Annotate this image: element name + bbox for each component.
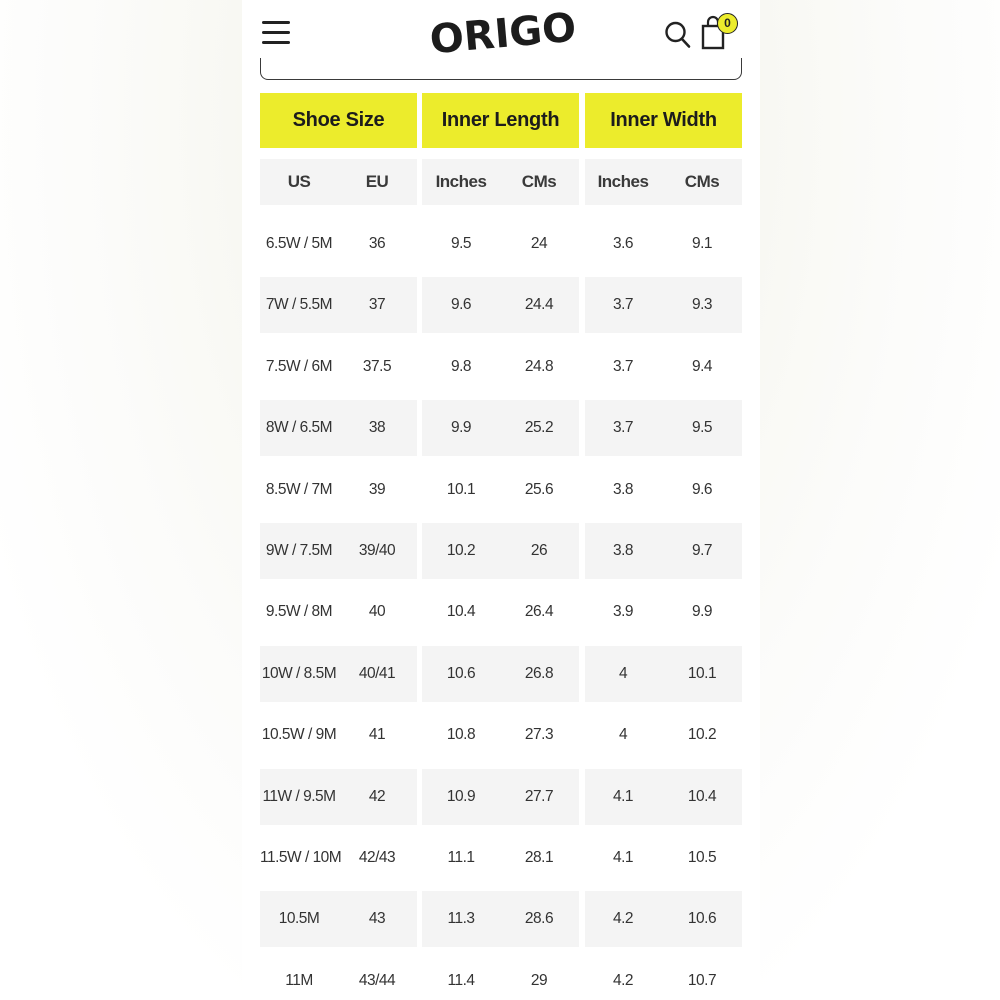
cell-eu-size: 37: [368, 296, 386, 313]
cell-inner-length-inches: 10.8: [446, 726, 476, 743]
cell-inner-width-inches: 4: [618, 665, 628, 682]
cell-inner-width-inches: 3.7: [612, 358, 634, 375]
cell-us-size: 11.5W / 10M: [260, 849, 342, 866]
search-icon[interactable]: [664, 20, 692, 50]
cell-eu-size: 39/40: [358, 542, 396, 559]
cell-inner-length-cms: 27.7: [524, 788, 554, 805]
cell-inner-width-cms: 9.9: [691, 603, 713, 620]
cell-eu-size: 37.5: [362, 358, 392, 375]
cell-inner-length-inches: 10.4: [446, 603, 476, 620]
cell-inner-width-cms: 10.2: [687, 726, 717, 743]
cell-eu-size: 41: [368, 726, 386, 743]
cell-inner-length-inches: 9.6: [450, 296, 472, 313]
cell-inner-width-cms: 10.5: [687, 849, 717, 866]
phone-screen: [242, 0, 760, 1000]
cell-inner-width-inches: 4.1: [612, 849, 634, 866]
group-header-inner-width: Inner Width: [585, 93, 742, 148]
collapsed-panel-edge: [260, 58, 742, 80]
cell-inner-length-cms: 24: [530, 235, 548, 252]
cell-us-size: 6.5W / 5M: [265, 235, 333, 252]
cell-us-size: 10W / 8.5M: [261, 665, 337, 682]
site-header: [242, 0, 760, 66]
cell-inner-length-cms: 26.8: [524, 665, 554, 682]
cell-inner-length-cms: 26: [530, 542, 548, 559]
cell-inner-width-inches: 3.8: [612, 481, 634, 498]
cell-us-size: 9.5W / 8M: [265, 603, 333, 620]
column-header-eu-size: EU: [365, 172, 389, 191]
cell-inner-width-inches: 4.2: [612, 972, 634, 989]
cell-eu-size: 39: [368, 481, 386, 498]
cell-inner-width-inches: 3.7: [612, 419, 634, 436]
cell-inner-width-inches: 3.9: [612, 603, 634, 620]
cell-inner-width-cms: 9.4: [691, 358, 713, 375]
cell-inner-width-inches: 3.8: [612, 542, 634, 559]
cell-eu-size: 42/43: [358, 849, 396, 866]
cell-inner-length-cms: 25.6: [524, 481, 554, 498]
shopping-bag-icon[interactable]: [700, 12, 742, 52]
cell-inner-width-cms: 9.1: [691, 235, 713, 252]
cell-us-size: 7.5W / 6M: [265, 358, 333, 375]
cell-inner-length-cms: 27.3: [524, 726, 554, 743]
cell-eu-size: 43/44: [358, 972, 396, 989]
cell-inner-length-inches: 9.5: [450, 235, 472, 252]
cell-eu-size: 38: [368, 419, 386, 436]
cell-inner-width-cms: 9.6: [691, 481, 713, 498]
cell-inner-length-cms: 28.6: [524, 910, 554, 927]
cell-inner-length-inches: 10.2: [446, 542, 476, 559]
cell-inner-width-cms: 10.7: [687, 972, 717, 989]
cell-us-size: 7W / 5.5M: [265, 296, 333, 313]
brand-logo[interactable]: ORIGO: [428, 4, 578, 64]
cell-us-size: 8W / 6.5M: [265, 419, 333, 436]
cell-inner-width-cms: 9.3: [691, 296, 713, 313]
column-header-inner-width-cms: CMs: [684, 172, 720, 191]
cell-inner-length-inches: 9.8: [450, 358, 472, 375]
cell-inner-length-cms: 28.1: [524, 849, 554, 866]
cell-inner-width-inches: 4.1: [612, 788, 634, 805]
cell-eu-size: 40/41: [358, 665, 396, 682]
cell-us-size: 8.5W / 7M: [265, 481, 333, 498]
cart-count-badge: 0: [717, 13, 738, 34]
cell-us-size: 10.5M: [278, 910, 320, 927]
group-header-shoe-size: Shoe Size: [260, 93, 417, 148]
cell-inner-length-inches: 10.9: [446, 788, 476, 805]
cell-eu-size: 42: [368, 788, 386, 805]
cell-inner-length-inches: 11.3: [447, 910, 475, 927]
cell-eu-size: 40: [368, 603, 386, 620]
cell-inner-length-inches: 10.6: [446, 665, 476, 682]
cell-us-size: 11W / 9.5M: [262, 788, 336, 805]
cell-inner-length-inches: 10.1: [446, 481, 476, 498]
cell-inner-length-cms: 25.2: [524, 419, 554, 436]
cell-us-size: 10.5W / 9M: [261, 726, 337, 743]
cell-inner-width-cms: 10.1: [687, 665, 717, 682]
column-header-inner-length-inches: Inches: [435, 172, 487, 191]
cell-inner-width-cms: 9.7: [691, 542, 713, 559]
cell-inner-length-inches: 11.1: [447, 849, 475, 866]
cell-eu-size: 36: [368, 235, 386, 252]
cell-inner-width-inches: 4.2: [612, 910, 634, 927]
hamburger-menu-icon[interactable]: [262, 20, 290, 44]
cell-inner-width-inches: 3.7: [612, 296, 634, 313]
cell-inner-length-cms: 26.4: [524, 603, 554, 620]
cell-inner-width-inches: 4: [618, 726, 628, 743]
group-header-inner-length: Inner Length: [422, 93, 579, 148]
column-header-inner-length-cms: CMs: [521, 172, 557, 191]
cell-inner-length-cms: 29: [530, 972, 548, 989]
cell-inner-width-inches: 3.6: [612, 235, 634, 252]
cell-inner-length-cms: 24.4: [524, 296, 554, 313]
cell-eu-size: 43: [368, 910, 386, 927]
cell-inner-width-cms: 10.6: [687, 910, 717, 927]
cell-inner-length-cms: 24.8: [524, 358, 554, 375]
cell-inner-length-inches: 9.9: [450, 419, 472, 436]
cell-inner-width-cms: 9.5: [691, 419, 713, 436]
column-header-inner-width-inches: Inches: [597, 172, 649, 191]
cell-inner-width-cms: 10.4: [687, 788, 717, 805]
cell-inner-length-inches: 11.4: [447, 972, 475, 989]
column-header-us-size: US: [287, 172, 311, 191]
cell-us-size: 9W / 7.5M: [265, 542, 333, 559]
cell-us-size: 11M: [285, 972, 313, 989]
